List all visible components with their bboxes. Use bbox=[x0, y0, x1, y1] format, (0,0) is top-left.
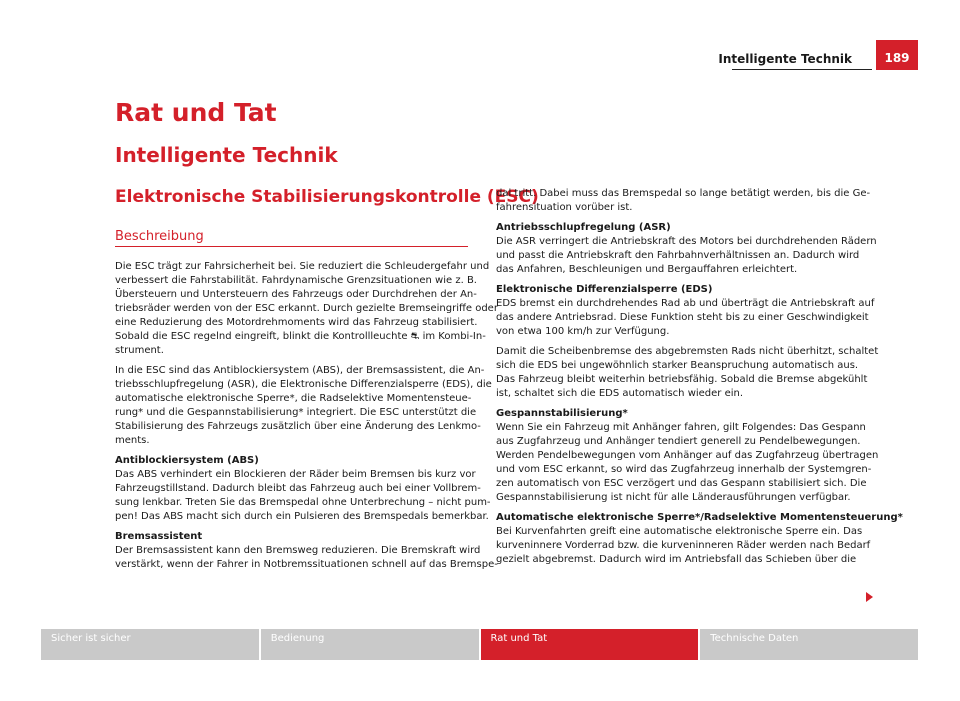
text-line: strument. bbox=[115, 345, 164, 356]
eds-heading: Elektronische Differenzialsperre (EDS) bbox=[496, 284, 713, 295]
brake-assist-paragraph bbox=[115, 544, 498, 572]
text-line: ments. bbox=[115, 435, 150, 446]
text-line: Werden Pendelbewegungen vom Anhänger auf das Zugfahrzeug übertragen bbox=[496, 450, 879, 461]
text-line: aus Zugfahrzeug und Anhänger tendiert generell zu Pendelbewegungen. bbox=[496, 436, 861, 447]
text-line: fahrensituation vorüber ist. bbox=[496, 202, 633, 213]
chapter-nav bbox=[41, 629, 918, 660]
header-rule bbox=[732, 69, 872, 70]
left-column bbox=[115, 260, 498, 572]
text-line: Die ESC trägt zur Fahrsicherheit bei. Sie reduziert die Schleudergefahr und bbox=[115, 261, 490, 272]
electronic-lock-paragraph bbox=[496, 525, 871, 567]
text-line: sung lenkbar. Treten Sie das Bremspedal ohne Unterbrechung – nicht pum- bbox=[115, 497, 491, 508]
text-line: Fahrzeugstillstand. Dadurch bleibt das Fahrzeug auch bei einer Vollbrem- bbox=[115, 483, 481, 494]
text-fragment: im Kombi-In- bbox=[422, 331, 486, 342]
text-line: Die ASR verringert die Antriebskraft des Motors bei durchdrehenden Rädern bbox=[496, 236, 877, 247]
integration-paragraph bbox=[115, 364, 492, 448]
text-line: eine Reduzierung des Motordrehmoments wird das Fahrzeug stabilisiert. bbox=[115, 317, 478, 328]
text-line: Wenn Sie ein Fahrzeug mit Anhänger fahren, gilt Folgendes: Das Gespann bbox=[496, 422, 866, 433]
text-line: triebsschlupfregelung (ASR), die Elektronische Differenzialsperre (EDS), die bbox=[115, 379, 492, 390]
text-line: zen automatisch von ESC verzögert und das Gespann stabilisiert sich. Die bbox=[496, 478, 867, 489]
subtopic-heading: Beschreibung bbox=[115, 229, 204, 244]
text-line: und passt die Antriebskraft den Fahrbahnverhältnissen an. Dadurch wird bbox=[496, 250, 860, 261]
text-line: Das Fahrzeug bleibt weiterhin betriebsfähig. Sobald die Bremse abgekühlt bbox=[496, 374, 868, 385]
text-line: verstärkt, wenn der Fahrer in Notbremssituationen schnell auf das Bremspe- bbox=[115, 559, 498, 570]
text-line: Stabilisierung des Fahrzeugs zusätzlich über eine Änderung des Lenkmo- bbox=[115, 421, 481, 432]
tab-bedienung[interactable]: Bedienung bbox=[261, 629, 479, 660]
abs-paragraph bbox=[115, 468, 491, 524]
text-line: EDS bremst ein durchdrehendes Rad ab und überträgt die Antriebskraft auf bbox=[496, 298, 875, 309]
text-line: verbessert die Fahrstabilität. Fahrdynamische Grenzsituationen wie z. B. bbox=[115, 275, 477, 286]
text-line: Damit die Scheibenbremse des abgebremsten Rads nicht überhitzt, schaltet bbox=[496, 346, 879, 357]
brake-assist-continued bbox=[496, 187, 871, 215]
text-line bbox=[115, 330, 486, 344]
abs-heading: Antiblockiersystem (ABS) bbox=[115, 455, 259, 466]
text-line: automatische elektronische Sperre*, die Radselektive Momentensteue- bbox=[115, 393, 472, 404]
section-title: Intelligente Technik bbox=[718, 52, 852, 66]
text-line: von etwa 100 km/h zur Verfügung. bbox=[496, 326, 670, 337]
text-line: und vom ESC erkannt, so wird das Zugfahrzeug innerhalb der Systemgren- bbox=[496, 464, 872, 475]
asr-paragraph bbox=[496, 235, 877, 277]
text-line: Das ABS verhindert ein Blockieren der Räder beim Bremsen bis kurz vor bbox=[115, 469, 476, 480]
asr-heading: Antriebsschlupfregelung (ASR) bbox=[496, 222, 671, 233]
chapter-title: Rat und Tat bbox=[115, 98, 277, 127]
text-line: Gespannstabilisierung ist nicht für alle Länderausführungen verfügbar. bbox=[496, 492, 851, 503]
topic-heading: Elektronische Stabilisierungskontrolle (ESC) bbox=[115, 187, 539, 207]
text-line: Bei Kurvenfahrten greift eine automatische elektronische Sperre ein. Das bbox=[496, 526, 863, 537]
text-line: pen! Das ABS macht sich durch ein Pulsieren des Bremspedals bemerkbar. bbox=[115, 511, 489, 522]
section-heading: Intelligente Technik bbox=[115, 143, 338, 167]
intro-paragraph bbox=[115, 260, 498, 358]
trailer-stabilization-heading: Gespannstabilisierung* bbox=[496, 408, 628, 419]
brake-assist-heading: Bremsassistent bbox=[115, 531, 203, 542]
subtopic-rule bbox=[115, 246, 468, 247]
trailer-stabilization-paragraph bbox=[496, 421, 879, 505]
right-column bbox=[496, 187, 903, 567]
page-number: 189 bbox=[876, 40, 918, 70]
text-line: kurveninnere Vorderrad bzw. die kurveninneren Räder werden nach Bedarf bbox=[496, 540, 871, 551]
text-line: triebsräder werden von der ESC erkannt. Durch gezielte Bremseingriffe oder bbox=[115, 303, 498, 314]
text-line: In die ESC sind das Antiblockiersystem (ABS), der Bremsassistent, die An- bbox=[115, 365, 485, 376]
electronic-lock-heading: Automatische elektronische Sperre*/Radselektive Momentensteuerung* bbox=[496, 512, 903, 523]
eds-overheat-paragraph bbox=[496, 345, 879, 401]
tab-technische-daten[interactable]: Technische Daten bbox=[700, 629, 918, 660]
text-line: ist, schaltet sich die EDS automatisch wieder ein. bbox=[496, 388, 744, 399]
tab-sicher-ist-sicher[interactable]: Sicher ist sicher bbox=[41, 629, 259, 660]
tab-rat-und-tat[interactable]: Rat und Tat bbox=[481, 629, 699, 660]
continue-arrow-icon bbox=[866, 592, 873, 602]
eds-paragraph bbox=[496, 297, 875, 339]
text-line: das andere Antriebsrad. Diese Funktion steht bis zu einer Geschwindigkeit bbox=[496, 312, 869, 323]
text-line: Übersteuern und Untersteuern des Fahrzeugs oder Durchdrehen der An- bbox=[115, 289, 477, 300]
text-fragment: Sobald die ESC regelnd eingreift, blinkt die Kontrollleuchte bbox=[115, 331, 408, 342]
text-line: dal tritt. Dabei muss das Bremspedal so lange betätigt werden, bis die Ge- bbox=[496, 188, 871, 199]
text-line: sich die EDS bei ungewöhnlich starker Beanspruchung automatisch aus. bbox=[496, 360, 859, 371]
text-line: gezielt abgebremst. Dadurch wird im Antriebsfall das Schieben über die bbox=[496, 554, 857, 565]
text-line: rung* und die Gespannstabilisierung* integriert. Die ESC unterstützt die bbox=[115, 407, 477, 418]
text-line: das Anfahren, Beschleunigen und Bergauffahren erleichtert. bbox=[496, 264, 798, 275]
running-header bbox=[0, 40, 960, 70]
text-line: Der Bremsassistent kann den Bremsweg reduzieren. Die Bremskraft wird bbox=[115, 545, 481, 556]
esc-warning-light-icon: ⛐ bbox=[410, 331, 420, 342]
